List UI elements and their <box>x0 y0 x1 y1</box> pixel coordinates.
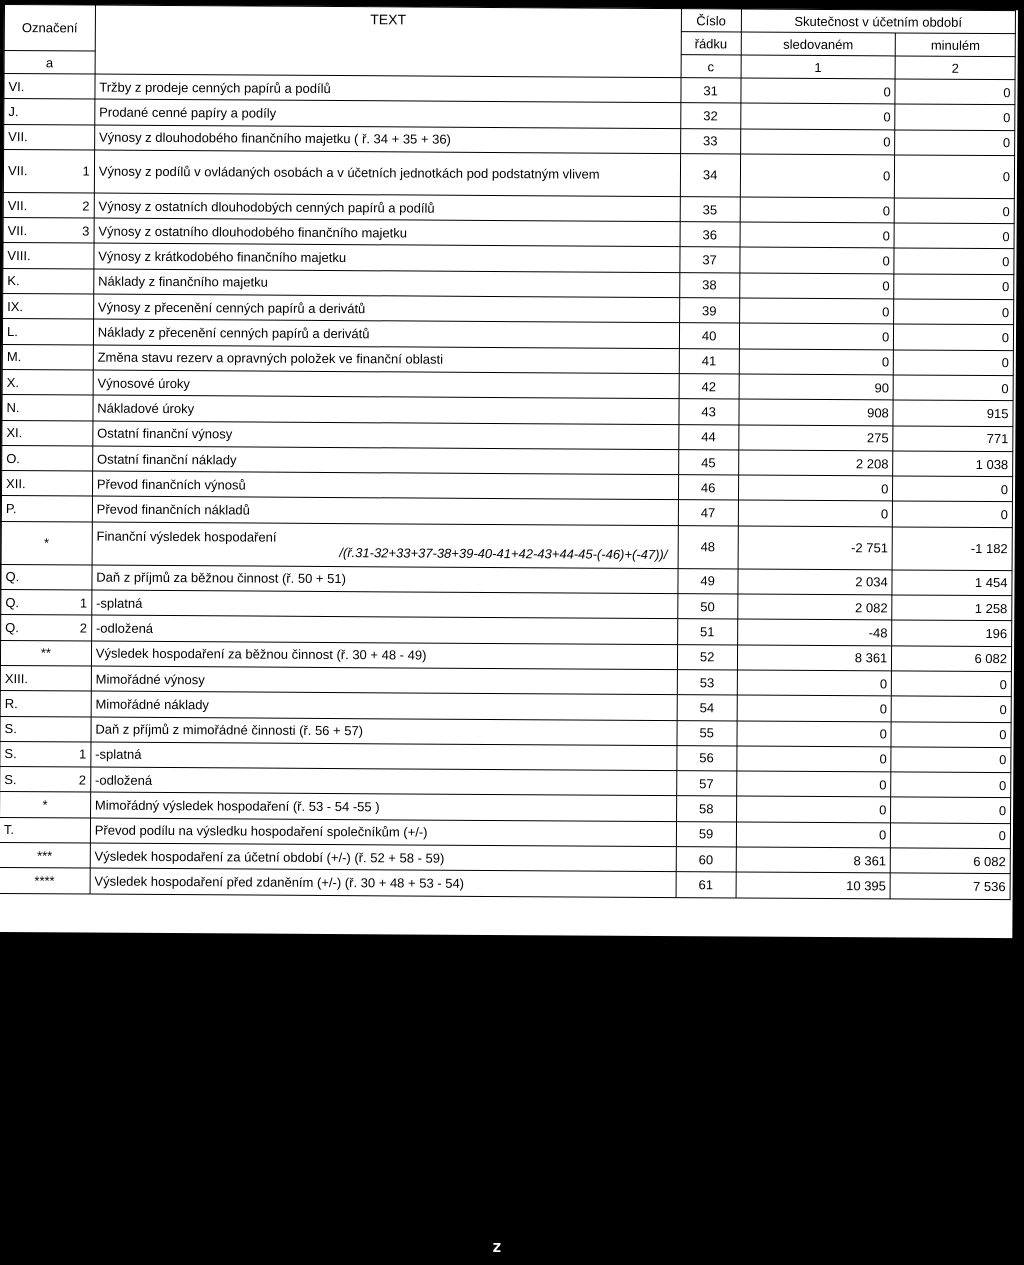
value-current-period: 2 034 <box>737 569 892 595</box>
row-mark <box>1 471 92 497</box>
row-text <box>90 792 676 821</box>
row-mark <box>4 99 95 125</box>
row-label: -odložená <box>95 620 154 636</box>
row-mark-letter: VII. <box>7 163 28 179</box>
value-current-period: 0 <box>739 349 894 375</box>
row-mark-letter: VII. <box>7 197 28 213</box>
value-previous-period: 196 <box>892 620 1012 646</box>
row-number: 56 <box>677 745 737 771</box>
value-current-period: -48 <box>737 619 892 645</box>
value-previous-period: 0 <box>893 375 1013 401</box>
row-text <box>92 565 678 594</box>
row-mark-letter: Q. <box>5 620 19 636</box>
value-previous-period: 0 <box>891 747 1011 773</box>
header-previous: minulém <box>895 33 1015 57</box>
row-label: Tržby z prodeje cenných papírů a podílů <box>99 79 331 96</box>
value-previous-period: 771 <box>893 426 1013 452</box>
header-period: Skutečnost v účetním období <box>741 9 1016 34</box>
value-previous-period: 0 <box>894 299 1014 325</box>
row-label: Daň z příjmů z mimořádné činnosti (ř. 56 + 57) <box>95 721 364 739</box>
row-mark-letter: ** <box>40 645 52 661</box>
row-mark-letter: *** <box>37 847 53 863</box>
row-label: Výnosy z krátkodobého finančního majetku <box>98 248 347 266</box>
row-mark-letter: XII. <box>6 475 26 491</box>
row-label: Výsledek hospodaření za účetní období (+/-) (ř. 52 + 58 - 59) <box>94 848 445 866</box>
value-current-period: 0 <box>740 129 895 155</box>
value-current-period: 0 <box>736 796 891 822</box>
value-previous-period: 0 <box>891 797 1011 823</box>
row-mark-letter: J. <box>8 103 19 120</box>
row-text <box>94 244 680 273</box>
value-current-period: 0 <box>738 475 893 501</box>
row-label: Výnosy z dlouhodobého finančního majetku ( ř. 34 + 35 + 36) <box>98 129 451 147</box>
row-text <box>95 74 681 103</box>
row-label: Náklady z přecenění cenných papírů a derivátů <box>97 324 370 342</box>
row-label: Převod podílu na výsledku hospodaření společníkům (+/-) <box>94 822 428 840</box>
row-mark <box>2 445 93 471</box>
row-text <box>92 522 678 569</box>
row-label: Mimořádný výsledek hospodaření (ř. 53 - 54 -55 ) <box>94 797 380 815</box>
value-current-period: 0 <box>739 273 894 299</box>
row-text <box>95 99 681 128</box>
row-number: 55 <box>677 720 737 746</box>
row-number: 42 <box>679 374 739 400</box>
row-number: 58 <box>676 796 736 822</box>
row-text <box>94 193 680 222</box>
row-number: 47 <box>678 500 738 526</box>
row-mark-letter: VI. <box>8 78 25 94</box>
header-row-number-1: Číslo <box>681 9 741 32</box>
row-number: 45 <box>678 449 738 475</box>
value-previous-period: 1 454 <box>892 570 1012 596</box>
row-label: -odložená <box>94 772 153 788</box>
row-mark <box>0 767 91 793</box>
row-mark-letter: VIII. <box>7 248 31 264</box>
value-current-period: 0 <box>739 247 894 273</box>
table-row <box>1 521 1012 570</box>
value-previous-period: 0 <box>891 721 1011 747</box>
value-previous-period: 0 <box>892 671 1012 697</box>
row-number: 40 <box>679 323 739 349</box>
value-previous-period: 0 <box>894 350 1014 376</box>
value-previous-period: 0 <box>891 696 1011 722</box>
row-mark <box>3 243 94 269</box>
row-mark-number: 2 <box>79 620 88 636</box>
table-row <box>0 868 1010 899</box>
row-number: 44 <box>679 424 739 450</box>
row-number: 53 <box>677 670 737 696</box>
row-mark <box>0 741 91 767</box>
row-mark-letter: Q. <box>5 569 20 585</box>
row-mark-letter: VII. <box>7 222 28 238</box>
row-mark-letter: VII. <box>8 129 28 145</box>
header-mark-sub: a <box>4 51 95 75</box>
row-mark <box>3 268 94 294</box>
row-text <box>94 150 680 197</box>
row-mark <box>1 496 92 522</box>
value-previous-period: 1 258 <box>892 595 1012 621</box>
row-mark-number: 1 <box>78 746 87 762</box>
value-previous-period: 6 082 <box>892 646 1012 672</box>
value-previous-period: 6 082 <box>891 848 1011 874</box>
value-previous-period: 0 <box>895 79 1015 105</box>
value-previous-period: 0 <box>891 772 1011 798</box>
value-current-period: 0 <box>740 103 895 129</box>
row-label: Daň z příjmů za běžnou činnost (ř. 50 + 51) <box>96 569 346 587</box>
table-row <box>3 149 1014 198</box>
row-text <box>90 818 676 847</box>
header-mark: Označení <box>4 5 95 52</box>
value-previous-period: 7 536 <box>890 873 1010 899</box>
row-mark <box>1 615 92 641</box>
row-label: Finanční výsledek hospodaření <box>96 528 277 545</box>
value-previous-period: 0 <box>895 104 1015 130</box>
value-current-period: 275 <box>738 425 893 451</box>
row-mark <box>0 868 90 894</box>
row-mark <box>0 843 90 869</box>
row-number: 38 <box>679 272 739 298</box>
row-mark <box>3 192 94 218</box>
row-text <box>93 294 679 323</box>
row-mark <box>0 792 90 818</box>
row-label: Prodané cenné papíry a podíly <box>99 104 277 121</box>
value-current-period: 0 <box>736 822 891 848</box>
row-mark-number: 2 <box>82 198 90 214</box>
page-mark: z <box>492 1237 502 1256</box>
row-mark <box>3 218 94 244</box>
row-number: 54 <box>677 695 737 721</box>
value-previous-period: 0 <box>891 823 1011 849</box>
value-current-period: 0 <box>739 323 894 349</box>
row-mark <box>1 590 92 616</box>
row-mark <box>3 294 94 320</box>
row-mark-number: 1 <box>82 163 90 179</box>
row-mark-letter: K. <box>7 273 20 289</box>
value-previous-period: 0 <box>894 274 1014 300</box>
row-text <box>91 717 677 746</box>
row-text <box>94 125 680 154</box>
row-label: Převod finančních nákladů <box>96 501 250 518</box>
row-mark-letter: XIII. <box>4 670 29 686</box>
row-mark-letter: X. <box>6 374 20 390</box>
row-number: 32 <box>680 103 740 129</box>
row-text <box>91 666 677 695</box>
row-mark <box>4 124 95 150</box>
row-mark-letter: S. <box>4 771 17 787</box>
value-current-period: 0 <box>739 298 894 324</box>
value-previous-period: 0 <box>895 130 1015 156</box>
value-current-period: 90 <box>739 374 894 400</box>
row-label: Výnosy z ostatních dlouhodobých cenných papírů a podílů <box>98 198 435 216</box>
value-previous-period: 915 <box>893 400 1013 426</box>
row-text <box>91 615 677 644</box>
row-text <box>92 497 678 526</box>
row-label: Převod finančních výnosů <box>96 476 246 493</box>
value-previous-period: 1 038 <box>893 451 1013 477</box>
row-number: 49 <box>678 568 738 594</box>
value-previous-period: 0 <box>895 155 1015 199</box>
row-label: -splatná <box>96 595 143 611</box>
row-text <box>93 421 679 450</box>
row-mark <box>4 74 95 100</box>
row-text <box>90 767 676 796</box>
value-previous-period: 0 <box>894 198 1014 224</box>
value-current-period: 10 395 <box>736 872 891 898</box>
value-current-period: 0 <box>738 500 893 526</box>
row-mark-letter: L. <box>6 324 18 340</box>
header-text: TEXT <box>95 5 681 78</box>
row-number: 43 <box>679 399 739 425</box>
value-current-period: 0 <box>740 197 895 223</box>
row-mark-letter: R. <box>4 695 18 711</box>
row-text <box>93 395 679 424</box>
row-mark-letter: Q. <box>5 594 20 610</box>
row-text <box>91 691 677 720</box>
header-previous-sub: 2 <box>895 56 1015 80</box>
row-mark-number: 2 <box>78 772 87 788</box>
row-mark-letter: * <box>44 535 50 551</box>
row-number: 31 <box>681 78 741 104</box>
row-mark <box>0 716 91 742</box>
row-mark-letter: M. <box>6 349 22 365</box>
row-mark <box>2 420 93 446</box>
row-number: 59 <box>676 821 736 847</box>
value-previous-period: 0 <box>894 248 1014 274</box>
row-mark-letter: **** <box>34 873 55 889</box>
row-text <box>94 218 680 247</box>
value-current-period: 2 082 <box>737 594 892 620</box>
statement-sheet <box>0 4 1018 938</box>
row-number: 52 <box>677 644 737 670</box>
value-current-period: 0 <box>737 670 892 696</box>
row-mark <box>2 344 93 370</box>
row-text <box>92 446 678 475</box>
row-label: Výnosy z podílů v ovládaných osobách a v účetních jednotkách pod podstatným vlivem <box>98 163 600 183</box>
row-text <box>93 370 679 399</box>
row-text <box>91 742 677 771</box>
row-number: 61 <box>676 872 736 898</box>
row-mark-letter: O. <box>6 450 21 466</box>
row-formula: /(ř.31-32+33+37-38+39-40-41+42-43+44-45-(-46)+(-47))/ <box>339 544 668 562</box>
value-previous-period: -1 182 <box>892 527 1012 571</box>
row-text <box>90 843 676 872</box>
row-label: Ostatní finanční výnosy <box>97 425 233 442</box>
row-mark <box>3 149 94 193</box>
row-text <box>90 868 676 897</box>
row-mark-number: 3 <box>82 223 90 239</box>
value-current-period: 0 <box>740 222 895 248</box>
value-current-period: 908 <box>739 399 894 425</box>
row-number: 57 <box>676 771 736 797</box>
row-number: 51 <box>677 619 737 645</box>
value-current-period: 8 361 <box>736 847 891 873</box>
row-label: Změna stavu rezerv a opravných položek ve finanční oblasti <box>97 349 444 368</box>
row-number: 34 <box>680 154 740 197</box>
row-label: Nákladové úroky <box>97 400 195 417</box>
value-previous-period: 0 <box>893 476 1013 502</box>
row-mark-letter: T. <box>3 822 15 838</box>
row-number: 33 <box>680 128 740 154</box>
row-label: Výsledek hospodaření před zdaněním (+/-) (ř. 30 + 48 + 53 - 54) <box>94 873 465 891</box>
row-label: Výnosové úroky <box>97 375 191 391</box>
row-label: Náklady z finančního majetku <box>98 274 268 291</box>
row-label: Výsledek hospodaření za běžnou činnost (ř. 30 + 48 - 49) <box>95 645 427 663</box>
header-row-number-2: řádku <box>681 32 741 55</box>
row-number: 46 <box>678 475 738 501</box>
row-label: Výnosy z ostatního dlouhodobého finančního majetku <box>98 223 408 241</box>
value-current-period: 0 <box>737 721 892 747</box>
row-text <box>91 641 677 670</box>
row-mark-letter: P. <box>5 501 17 517</box>
income-statement-table <box>0 4 1016 900</box>
value-current-period: 0 <box>736 746 891 772</box>
row-mark <box>2 319 93 345</box>
row-mark-letter: N. <box>6 399 20 416</box>
header-row-sub: c <box>681 55 741 78</box>
row-mark-letter: S. <box>4 746 17 762</box>
value-previous-period: 0 <box>893 501 1013 527</box>
value-current-period: 8 361 <box>737 645 892 671</box>
row-number: 50 <box>677 594 737 620</box>
row-number: 41 <box>679 348 739 374</box>
value-previous-period: 0 <box>894 324 1014 350</box>
row-mark <box>1 521 92 565</box>
row-text <box>92 471 678 500</box>
row-number: 37 <box>680 247 740 273</box>
row-label: Výnosy z přecenění cenných papírů a derivátů <box>97 299 366 316</box>
value-current-period: 0 <box>737 695 892 721</box>
row-mark <box>2 395 93 421</box>
row-number: 36 <box>680 222 740 248</box>
row-text <box>93 345 679 374</box>
row-label: Ostatní finanční náklady <box>96 451 237 467</box>
row-text <box>93 319 679 348</box>
row-mark <box>0 691 91 717</box>
value-current-period: 0 <box>736 771 891 797</box>
row-label: Mimořádné výnosy <box>95 671 205 687</box>
row-mark <box>2 369 93 395</box>
header-current-sub: 1 <box>741 55 896 79</box>
value-current-period: 0 <box>740 154 895 198</box>
row-number: 39 <box>679 298 739 324</box>
row-mark-letter: IX. <box>7 298 24 314</box>
row-number: 48 <box>678 525 738 568</box>
statement-rows <box>0 74 1015 900</box>
row-mark-letter: XI. <box>6 425 23 441</box>
row-mark <box>1 564 92 590</box>
row-mark-number: 1 <box>79 595 88 611</box>
row-mark-letter: * <box>42 797 48 813</box>
row-mark-letter: S. <box>4 721 17 737</box>
row-text <box>92 590 678 619</box>
header-current: sledovaném <box>741 32 896 56</box>
row-mark <box>0 640 91 666</box>
value-current-period: -2 751 <box>738 526 893 570</box>
row-mark <box>0 665 91 691</box>
value-current-period: 2 208 <box>738 450 893 476</box>
row-number: 35 <box>680 197 740 223</box>
row-label: Mimořádné náklady <box>95 696 210 713</box>
row-mark <box>0 817 90 843</box>
row-label: -splatná <box>95 747 142 763</box>
row-number: 60 <box>676 847 736 873</box>
row-text <box>94 269 680 298</box>
value-current-period: 0 <box>740 78 895 104</box>
value-previous-period: 0 <box>894 223 1014 249</box>
